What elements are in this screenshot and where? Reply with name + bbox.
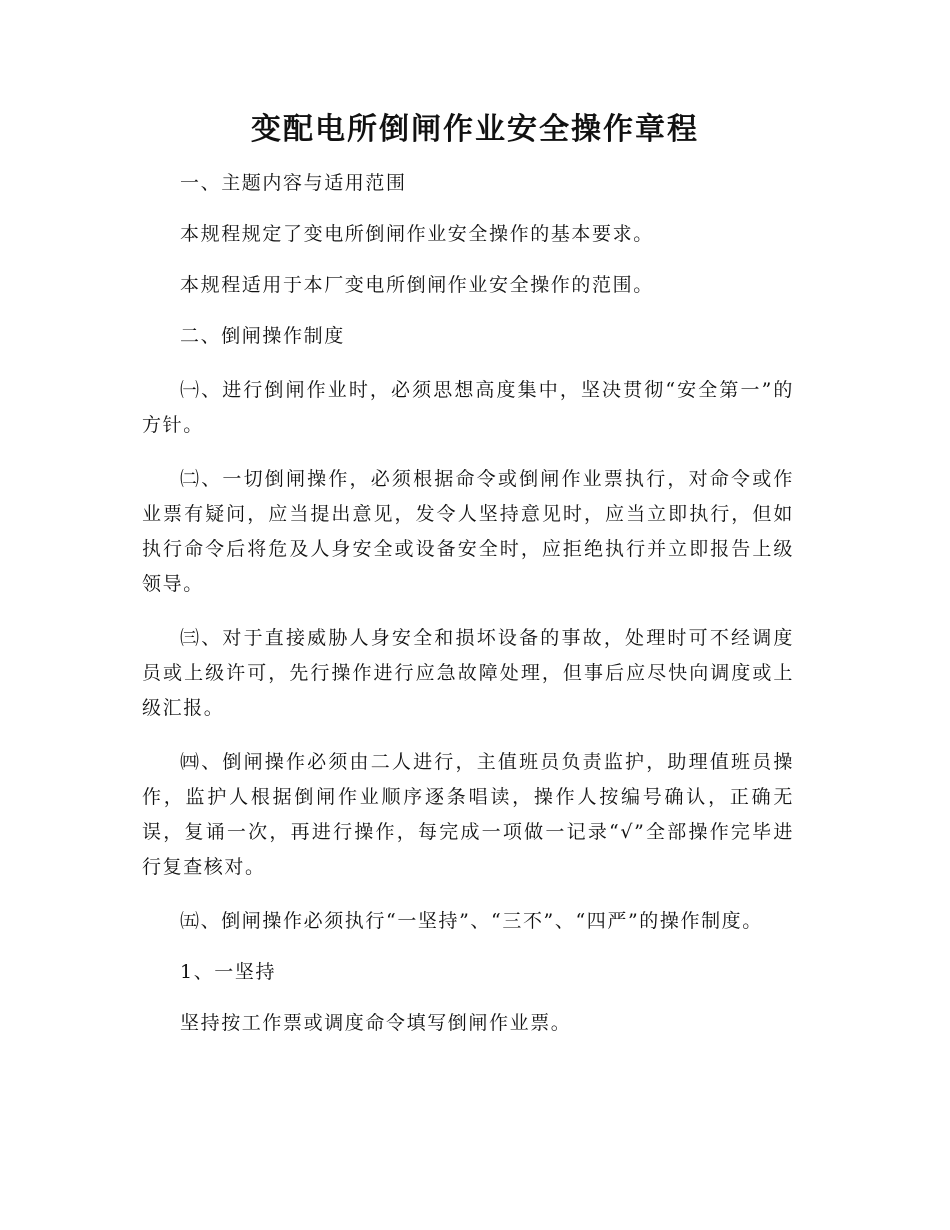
document-body	[142, 166, 794, 1041]
document-title: 变配电所倒闸作业安全操作章程	[251, 112, 699, 147]
paragraph-scope-definition: 本规程规定了变电所倒闸作业安全操作的基本要求。	[180, 223, 654, 245]
clause-5: ㈤、倒闸操作必须执行“一坚持”、“三不”、“四严”的操作制度。	[180, 910, 763, 932]
subsection-heading-one-insist: 1、一坚持	[180, 961, 277, 983]
paragraph-one-insist: 坚持按工作票或调度命令填写倒闸作业票。	[180, 1012, 572, 1034]
paragraph-scope-applicability: 本规程适用于本厂变电所倒闸作业安全操作的范围。	[180, 274, 654, 296]
clause-4: ㈣、倒闸操作必须由二人进行，主值班员负责监护，助理值班员操作，监护人根据倒闸作业顺序逐条唱读，操作人按编号确认，正确无误，复诵一次，再进行操作，每完成一项做一记录“√”全部操作完毕进行复查核对。	[142, 751, 794, 878]
clause-3: ㈢、对于直接威胁人身安全和损坏设备的事故，处理时可不经调度员或上级许可，先行操作进行应急故障处理，但事后应尽快向调度或上级汇报。	[142, 627, 794, 719]
section-heading-operation-system: 二、倒闸操作制度	[180, 325, 345, 347]
section-heading-scope: 一、主题内容与适用范围	[180, 172, 407, 194]
clause-1: ㈠、进行倒闸作业时，必须思想高度集中，坚决贯彻“安全第一”的方针。	[142, 379, 794, 436]
clause-2: ㈡、一切倒闸操作，必须根据命令或倒闸作业票执行，对命令或作业票有疑问，应当提出意见，发令人坚持意见时，应当立即执行，但如执行命令后将危及人身安全或设备安全时，应拒绝执行并立即报告上级领导。	[142, 468, 794, 595]
